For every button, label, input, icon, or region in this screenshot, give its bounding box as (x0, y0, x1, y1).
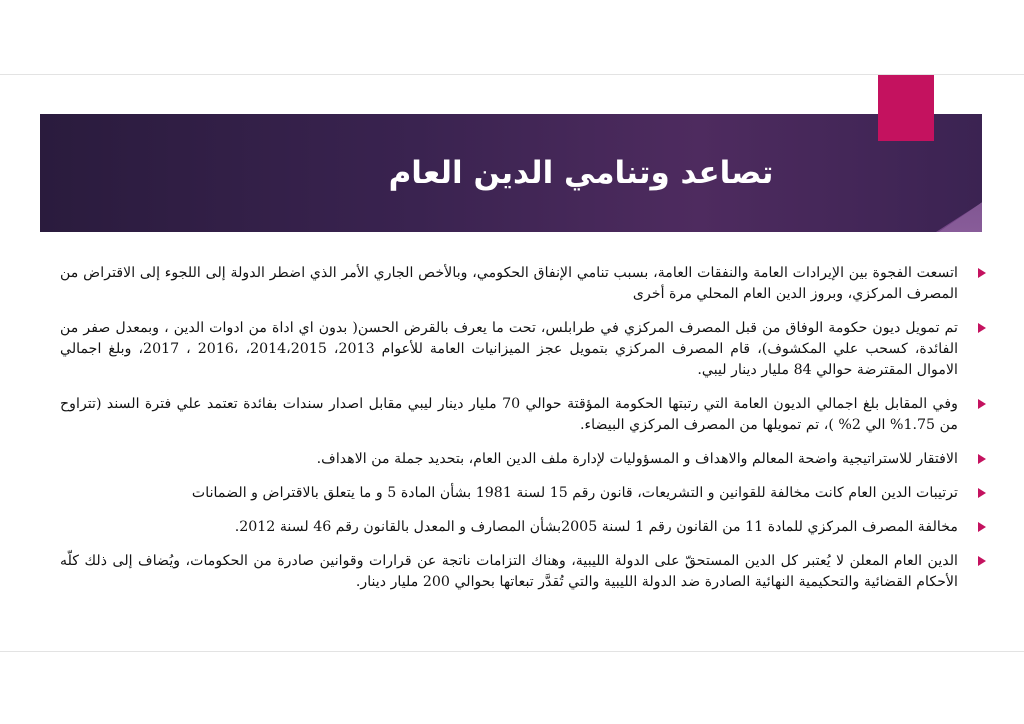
bullet-text: الافتقار للاستراتيجية واضحة المعالم والاهداف و المسؤوليات لإدارة ملف الدين العام، بتحديد جملة من الاهداف. (316, 451, 958, 467)
triangle-bullet-icon (978, 454, 986, 464)
bullet-item (60, 318, 990, 381)
slide (0, 75, 1024, 651)
triangle-bullet-icon (978, 323, 986, 333)
bullet-text: ترتيبات الدين العام كانت مخالفة للقوانين و التشريعات، قانون رقم 15 لسنة 1981 بشأن المادة 5 و ما يتعلق بالاقتراض و الضمانات (191, 485, 958, 501)
triangle-bullet-icon (978, 522, 986, 532)
triangle-bullet-icon (978, 556, 986, 566)
bullet-item (60, 517, 990, 538)
bullet-text: اتسعت الفجوة بين الإيرادات العامة والنفقات العامة، بسبب تنامي الإنفاق الحكومي، وبالأخص الجاري الأمر الذي اضطر الدولة إلى اللجوء إلى الاقتراض من المصرف المركزي، وبروز الدين العام المحلي مرة أخرى (60, 265, 958, 302)
triangle-bullet-icon (978, 399, 986, 409)
bullet-item (60, 263, 990, 305)
slide-title: تصاعد وتنامي الدين العام (388, 155, 774, 191)
bullet-text: وفي المقابل بلغ اجمالي الديون العامة التي رتبتها الحكومة المؤقتة حوالي 70 مليار دينار ليبي مقابل اصدار سندات بفائدة تعتمد علي فترة السند (تتراوح من 1.75% الي 2% )، تم تمويلها من المصرف المركزي البيضاء. (60, 396, 958, 433)
page-bottom-rule (0, 651, 1024, 652)
bullet-item (60, 449, 990, 470)
bullet-text: تم تمويل ديون حكومة الوفاق من قبل المصرف المركزي في طرابلس، تحت ما يعرف بالقرض الحسن( بدون اي اداة من ادوات الدين ، وبمعدل صفر من الفائدة، كسحب علي المكشوف)، قام المصرف المركزي بتمويل عجز الميزانيات العامة للأعوام 2013، 2014،2015، ،2016 ، 2017، وبلغ اجمالي الاموال المقترضة حوالي 84 مليار دينار ليبي. (60, 320, 959, 378)
bullet-item (60, 394, 990, 436)
triangle-bullet-icon (978, 268, 986, 278)
bullet-text: مخالفة المصرف المركزي للمادة 11 من القانون رقم 1 لسنة 2005بشأن المصارف و المعدل بالقانون رقم 46 لسنة 2012. (234, 519, 958, 535)
bullet-text: الدين العام المعلن لا يُعتبر كل الدين المستحقّ على الدولة الليبية، وهناك التزامات ناتجة عن قرارات وقوانين صادرة من الحكومات، ويُضاف إلى ذلك كلّه الأحكام القضائية والتحكيمية النهائية الصادرة ضد الدولة الليبية والتي تُقدَّر تبعاتها بحوالي 200 مليار دينار. (60, 553, 958, 590)
triangle-bullet-icon (978, 488, 986, 498)
bullet-list (60, 263, 990, 606)
bullet-item (60, 551, 990, 593)
bullet-item (60, 483, 990, 504)
